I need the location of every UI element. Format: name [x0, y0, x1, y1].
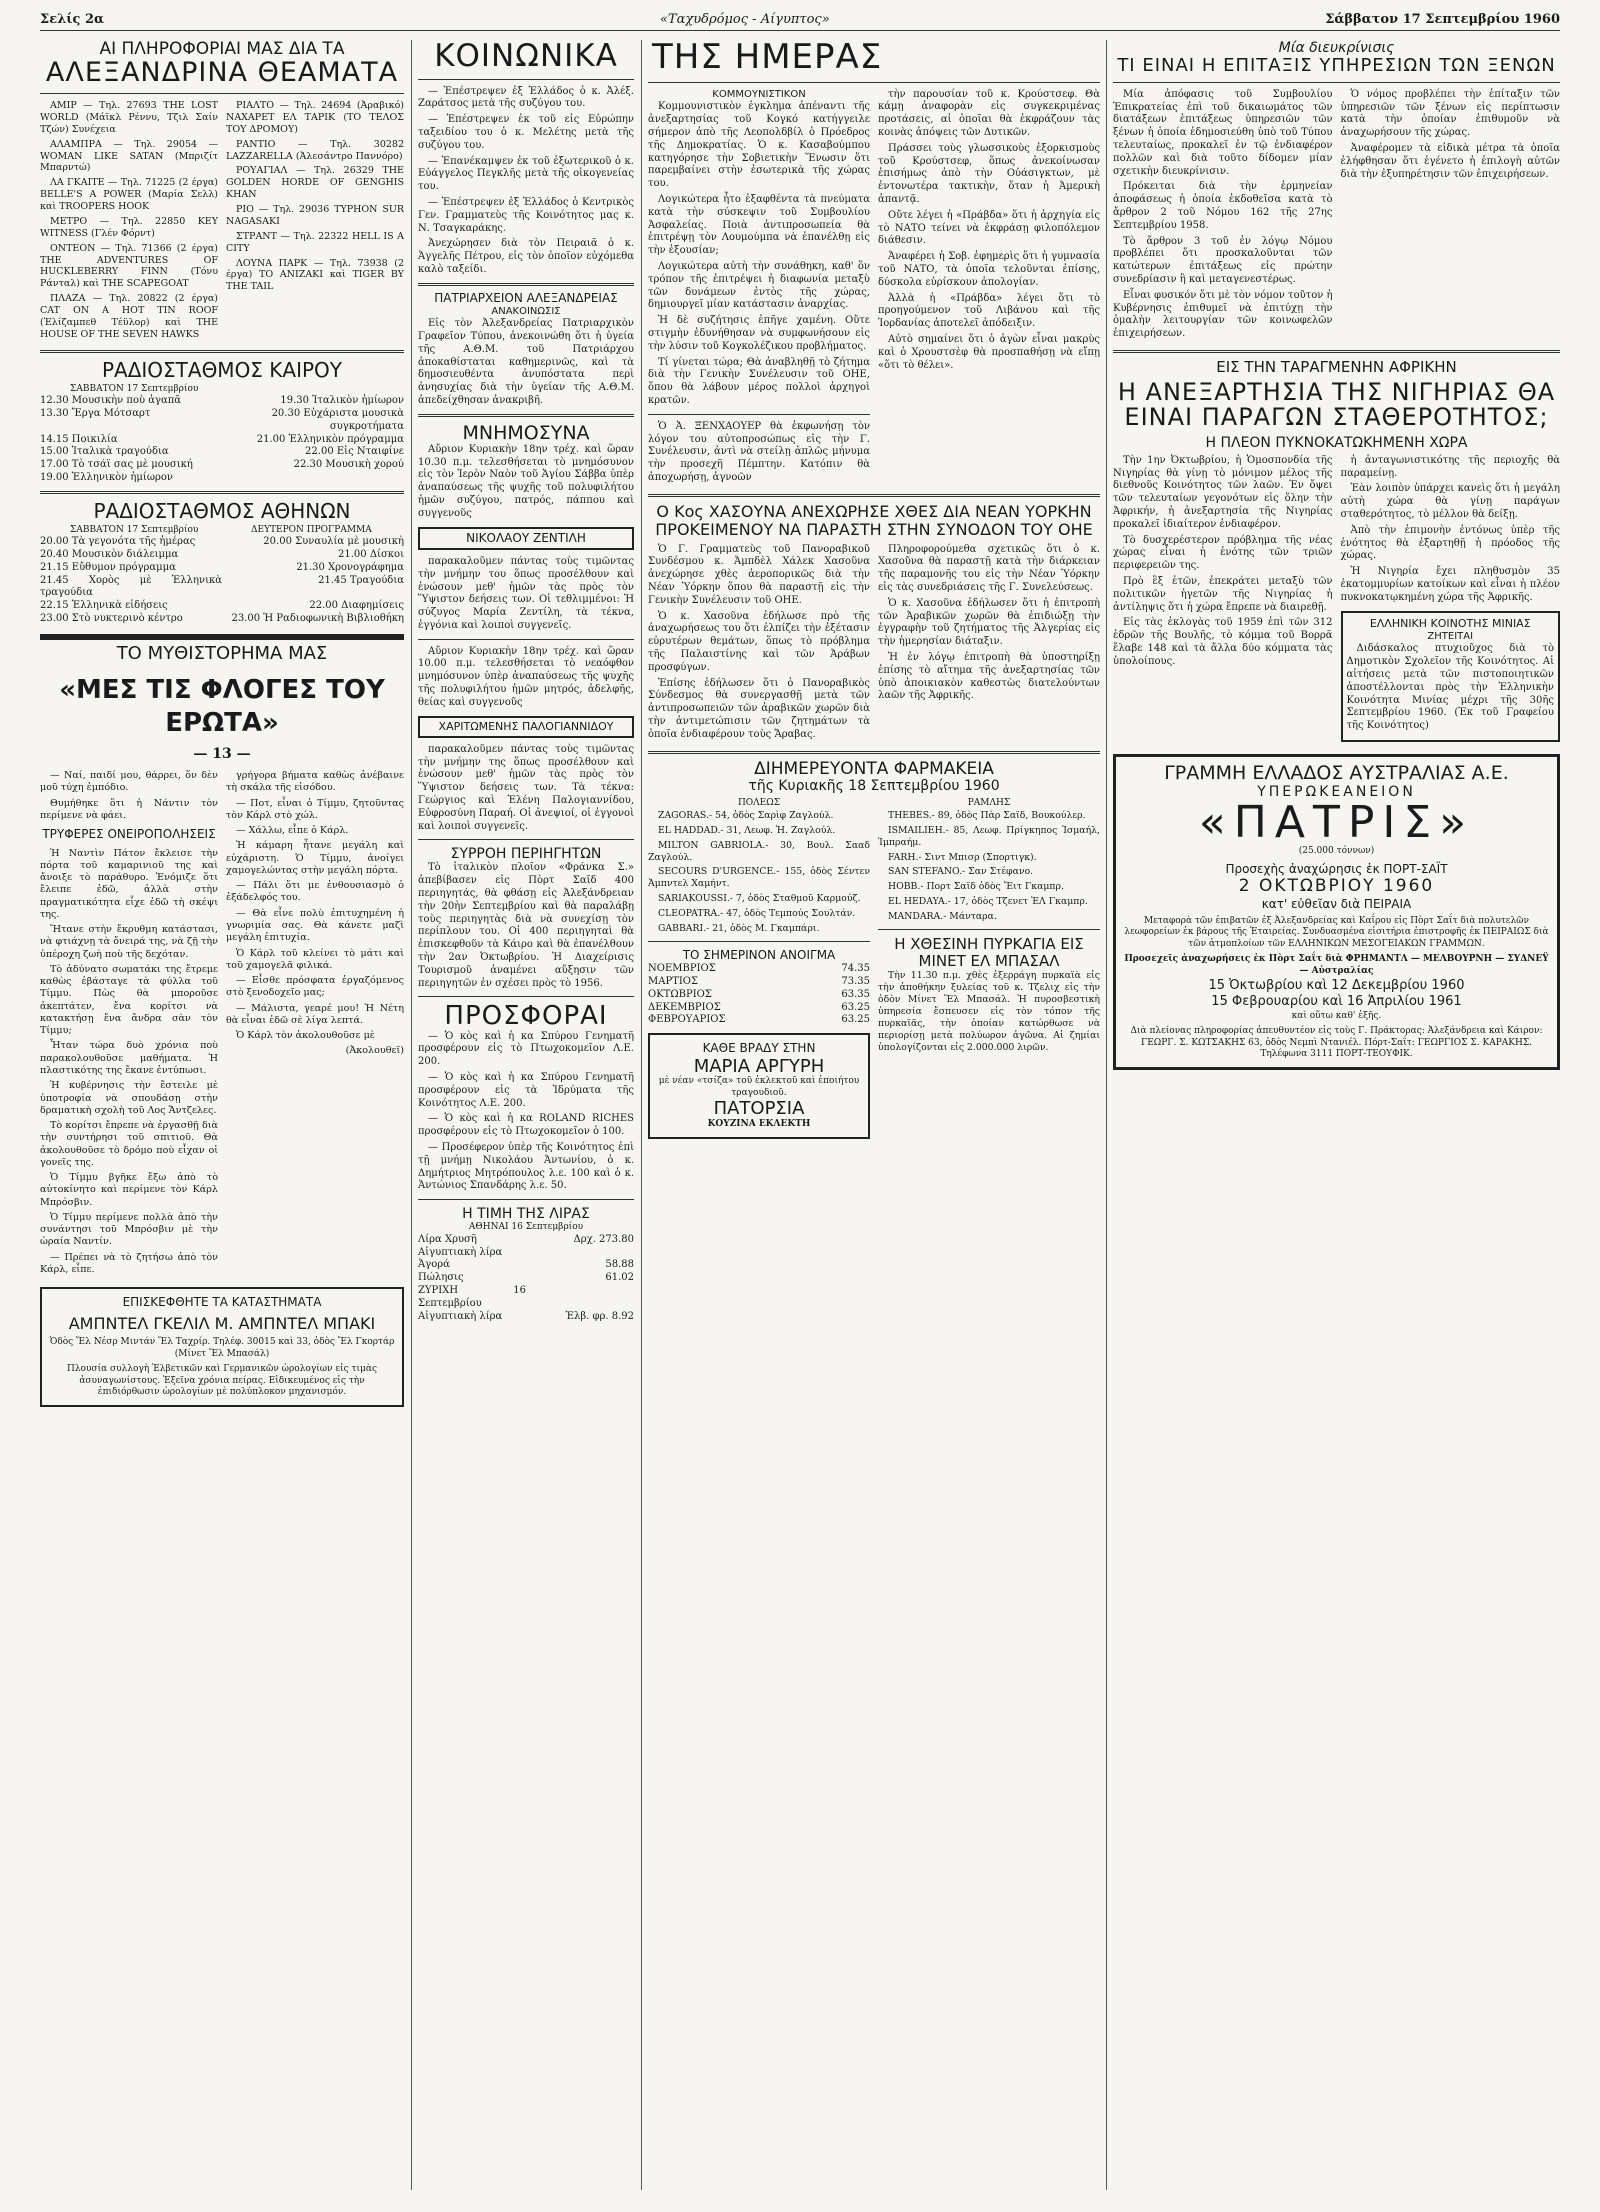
ship-dates [1122, 978, 1551, 1011]
radio-row-cell: 17.00 Τὸ τσάϊ σας μὲ μουσική [40, 459, 193, 471]
radio-row-cell: 22.30 Μουσικὴ χορού [293, 459, 404, 471]
novel-paragraph: Ἡ κυβέρνησις τὴν ἔστειλε μὲ ὑποτροφία νὰ σπουδάσῃ στὴν δραματικὴ σχολὴ τοῦ Λος Ἄντζελες. [40, 1080, 218, 1116]
radio-cairo-schedule [40, 395, 404, 485]
column-3 [648, 40, 1100, 2190]
pound-row-cell: Δρχ. 273.80 [573, 1233, 634, 1245]
cinema-entry: ΛΑ ΓΚΑΙΤΕ — Τηλ. 71225 (2 έργα) BELLE'S A POWER (Μαρία Σελλ) καὶ TROOPERS HOOK [40, 177, 218, 213]
khassouna-text-1 [648, 544, 870, 745]
pharmacy-entry: CLEOPATRA.- 47, ὁδὸς Τεμπούς Σουλτάν. [658, 908, 856, 920]
congo-paragraph: Ἡ δὲ συζήτησις ἐπῆγε χαμένη. Οὔτε στιγμὴν ἐδυνήθησαν νὰ συμφωνήσουν εἰς τὴν λύσιν τοῦ Κογκολέζικου προβλήματος. [648, 315, 870, 352]
pound-row [418, 1247, 634, 1260]
cotton-row-cell: 63.25 [841, 1001, 870, 1013]
today-title: ΤΗΣ ΗΜΕΡΑΣ [652, 40, 883, 77]
note-text-1 [1113, 89, 1333, 344]
issue-date: Σάββατον 17 Σεπτεμβρίου 1960 [1325, 12, 1560, 27]
cotton-row-cell: 74.35 [841, 963, 870, 975]
cotton-row [648, 1002, 870, 1015]
cinema-entry: ΑΜΙΡ — Τηλ. 27693 THE LOST WORLD (Μάϊκλ Ρέννυ, Τζιλ Σαίν Τζών) Συνέχεια [40, 100, 218, 135]
novel-paragraph: Ἡ Ναντὶν Πάτον ἔκλεισε τὴν πόρτα τοῦ καμαρινιοῦ της καὶ ἄνοιξε τὸ παράθυρο. Ἐνόμιζε ὅτι ἔλειπε ἐδῶ, ἀλλὰ στὴν πραγματικότητα εἶχε ἐδῶ τὴ σκέψι της. [40, 847, 218, 920]
novel-paragraph: Ὁ Κάρλ τοῦ κλείνει τὸ μάτι καὶ τοῦ χαμογελᾶ φιλικά. [226, 947, 404, 971]
congo-paragraph: Κομμουνιστικὸν ἐγκλημα ἀπέναντι τῆς ἀνεξαρτησίας τοῦ Κογκό κατήγγειλε σήμερον ἀπὸ τῆς Λεοπολδβίλ ὁ Πρόεδρος τῆς Δημοκρατίας. Ὁ κ. Κασαβούμπου κατηγόρησε τὴν Σοβιετικὴν Ἕνωσιν ὅτι παρεμβαίνει στὴν ἐσωτερικὰ τῆς χώρας του. [648, 101, 870, 190]
ship-date: 2 ΟΚΤΩΒΡΙΟΥ 1960 [1238, 876, 1435, 897]
africa-paragraph: Πρὸ ἓξ ἐτῶν, ἐπεκράτει μεταξὺ τῶν πολιτικῶν ἡγετῶν τῆς Νιγηρίας ἡ ἀντίληψις ὅτι ἡ χώρα ἔπρεπε νὰ διαιρεθῇ. [1113, 575, 1333, 613]
pound-row-cell: Λίρα Χρυσῆ [418, 1233, 477, 1245]
ship-type: ΥΠΕΡΩΚΕΑΝΕΙΟΝ [1257, 783, 1416, 800]
community-text: Διδάσκαλος πτυχιοῦχος διὰ τὸ Δημοτικὸν Σχολεῖον τῆς Κοινότητος. Αἱ αἰτήσεις μετὰ τῶν πιστοποιητικῶν ἀποστέλλονται πρὸς τὴν Ἑλληνικὴν Κοινότητα Μινίας μέχρι τῆς 30ῆς Σεπτεμβρίου 1960. (Ἐκ τοῦ Γραφείου τῆς Κοινότητος) [1346, 643, 1554, 732]
patriarch-heading: ΠΑΤΡΙΑΡΧΕΙΟΝ ΑΛΕΞΑΝΔΡΕΙΑΣ [434, 290, 618, 305]
note-paragraph: Πρόκειται διὰ τὴν ἑρμηνείαν ἀποφάσεως ἡ ὁποία ἐκδοθεῖσα κατὰ τὸ ἄρθρον 2 τοῦ Νόμου 162 τῆς 27ης Σεπτεμβρίου 1958. [1113, 181, 1333, 231]
radio-row-cell: 20.00 Συναυλία μὲ μουσικὴ [263, 536, 404, 548]
cotton-row [648, 989, 870, 1002]
congo-paragraph: Λογικώτερα αὐτὴ τὴν συνάθηκη, καθ' ὃν τρόπον τῆς ἐπιτρέψει ἡ διαφωνία μεταξὺ τῶν δυνάμεων ἐντὸς τῆς χώρας, δημιουργεῖ μίαν κατάστασιν ἀναρχίας. [648, 261, 870, 311]
radio-row-cell: 21.15 Εὔθυμον πρόγραμμα [40, 561, 176, 573]
cotton-row-cell: ΝΟΕΜΒΡΙΟΣ [648, 963, 716, 975]
offer-item: — Ὁ κὸς καὶ ἡ κα ROLAND RICHES προσφέρουν εἰς τὸ Πτωχοκομεῖον ὁ 100. [418, 1113, 634, 1138]
novel-chapter: — 13 — [193, 746, 251, 763]
radio-row-cell: 13.30 Ἔργα Μότσαρτ [40, 407, 151, 419]
tourists-heading: ΣΥΡΡΟΗ ΠΕΡΙΗΓΗΤΩΝ [450, 846, 602, 863]
radio-row [40, 459, 404, 472]
pharmacies-sub: τῆς Κυριακῆς 18 Σεπτεμβρίου 1960 [748, 778, 1000, 795]
radio-athens-day: ΣΑΒΒΑΤΟΝ 17 Σεπτεμβρίου [70, 524, 199, 535]
ship-departure: Προσεχὴς ἀναχώρησις ἐκ ΠΟΡΤ-ΣΑΪΤ [1225, 861, 1448, 876]
radio-row-cell: 22.00 Εἰς Νταιφίνε [305, 446, 404, 458]
ship-text: Μεταφορὰ τῶν ἐπιβατῶν ἐξ Ἀλεξανδρείας καὶ Καΐρου εἰς Πὸρτ Σαΐτ διὰ πολυτελῶν λεωφορείων ἐκ βάρους τῆς Ἑταιρείας. Συνδυασμένα εἰσιτήρια ἐπιστροφῆς ἐκ ΠΕΙΡΑΙΩΣ διὰ τῶν ἀτμοπλοίων τῶν ΕΛΛΗΝΙΚΩΝ ΜΕΣΟΓΕΙΑΚΩΝ ΓΡΑΜΜΩΝ. [1124, 915, 1549, 949]
eisenhower-text: Ὁ Ἀ. ΞΕΝΧΑΟΥΕΡ θὰ ἐκφωνήσῃ τὸν λόγον του αὐτοπροσώπως εἰς τὴν Γ. Συνέλευσιν, ἀντὶ νὰ στείλῃ ἁπλῶς μήνυμα τὴν προσεχῆ Πέμπτην. Κατόπιν θὰ ἀποχωρήσῃ, ἀγνοῶν [648, 420, 870, 483]
pound-row-cell: 61.02 [605, 1272, 634, 1284]
ship-tons: (25.000 τόννων) [1298, 846, 1375, 857]
radio-row [40, 600, 404, 613]
khassouna-paragraph: Ὁ Γ. Γραμματεὺς τοῦ Πανοραβικοῦ Συνδέσμου κ. Ἀμπδὲλ Χάλεκ Χασοῦνα ἀνεχώρησε χθὲς ἀεροπορικῶς διὰ τὴν Νέαν Ὑόρκην ὅπου θὰ παραστῇ εἰς τὴν Γενικὴν Συνέλευσιν τοῦ ΟΗΕ. [648, 543, 870, 606]
note-paragraph: Ὁ νόμος προβλέπει τὴν ἐπίταξιν τῶν ὑπηρεσιῶν τῶν ξένων εἰς περίπτωσιν κατὰ τὴν ὁποίαν ἐπιθυμοῦν νὰ ἀναχωρήσουν τῆς χώρας. [1340, 88, 1560, 139]
africa-title: Η ΑΝΕΞΑΡΤΗΣΙΑ ΤΗΣ ΝΙΓΗΡΙΑΣ ΘΑ ΕΙΝΑΙ ΠΑΡΑΓΩΝ ΣΤΑΘΕΡΟΤΗΤΟΣ; [1117, 378, 1556, 432]
note-paragraph: Εἶναι φυσικόν ὅτι μὲ τὸν νόμον τοῦτον ἡ Κυβέρνησις ἐπιθυμεῖ νὰ ἐπιτύχῃ τὴν ὁμαλὴν λειτουργίαν τῶν κοινωφελῶν ἐπιχειρήσεων. [1113, 289, 1333, 340]
radio-cairo-day: ΣΑΒΒΑΤΟΝ 17 Σεπτεμβρίου [70, 383, 199, 394]
memorial-1-text: παρακαλοῦμεν πάντας τοὺς τιμῶντας τὴν μνήμην του ὅπως προσέλθουν καὶ ἑνώσουν μεθ' ἡμῶν τὰς πρὸς τὸν Ὕψιστον δεήσεις των. Οἱ τεθλιμμένοι: Ἡ σύζυγος Μαρία Ζεντίλη, τὰ τέκνα, ἐγγόνια καὶ λοιποὶ συγγενεῖς. [418, 555, 634, 631]
column-rule [411, 40, 412, 2190]
khassouna-paragraph: Ἐπίσης ἐδήλωσεν ὅτι ὁ Πανοραβικὸς Σύνδεσμος θὰ συνεργασθῇ μετὰ τῶν ἀντιπροσωπειῶν τῶν ἀραβικῶν χωρῶν διὰ τὴν ἀντιμετώπισιν τῶν ζητημάτων τὰ ὁποῖα ἐνδιαφέρουν τοὺς Ἄραβας. [648, 677, 870, 740]
pharmacy-entry: HOBB.- Πορτ Σαϊδ ὁδὸς Ἔιτ Γκαμπρ. [888, 881, 1064, 893]
pharmacies-list [648, 798, 1100, 1144]
info-heading: ΑΙ ΠΛΗΡΟΦΟΡΙΑΙ ΜΑΣ ΔΙΑ ΤΑ [99, 40, 345, 59]
today-paragraph: Ἀλλὰ ἡ «Πράβδα» λέγει ὅτι τὸ προηγούμενον τοῦ Λιβάνου καὶ τῆς Ἰορδανίας ἀποτελεῖ ἀπόδειξιν. [878, 292, 1100, 330]
novel-paragraph: Θυμήθηκε ὅτι ἡ Νάντιν τὸν περίμενε νὰ φάει. [40, 797, 218, 821]
radio-row [40, 434, 404, 447]
cinema-entry: ΡΙΑΛΤΟ — Τηλ. 24694 (Ἀραβικό) ΝΑΧΑΡΕΤ ΕΛ ΤΑΡΙΚ (ΤΟ ΤΕΛΟΣ ΤΟΥ ΔΡΟΜΟΥ) [226, 100, 404, 135]
radio-row-cell: 15.00 Ἰταλικὰ τραγούδια [40, 446, 169, 458]
pound-row [418, 1259, 634, 1272]
radio-athens-schedule [40, 536, 404, 626]
community-notice [1341, 611, 1561, 742]
cotton-row [648, 976, 870, 989]
note-paragraph: Ἀναφέρομεν τὰ εἰδικὰ μέτρα τὰ ὁποῖα ἐλήφθησαν ὅτι ἐγένετο ἡ ἐπιλογὴ αὐτῶν διὰ τὴν ἐξυπηρέτησιν τῶν ἐπιχειρήσεων. [1340, 143, 1560, 180]
column-rule [641, 40, 642, 2190]
pound-row [418, 1234, 634, 1247]
cinema-entry: ΛΟΥΝΑ ΠΑΡΚ — Τηλ. 73938 (2 έργα) TO ANIZAKI καὶ TIGER BY THE TAIL [226, 257, 404, 293]
memorial-2-text: παρακαλοῦμεν πάντας τοὺς τιμῶντας τὴν μνήμην της ὅπως προσέλθουν καὶ ἑνώσουν μεθ' ἡμῶν τὰς πρὸς τὸν Ὕψιστον δεήσεις των. Τὰ τέκνα: Γεώργιος καὶ Ἑλένη Παλογιαννίδου, Εὐφροσύνη Παραή. Οἱ ἀνεψιοί, οἱ ἐγγονοὶ καὶ λοιποὶ συγγενεῖς. [418, 743, 634, 832]
pound-row-cell: Ἐλβ. φρ. 8.92 [565, 1310, 634, 1322]
ship-line: ΓΡΑΜΜΗ ΕΛΛΑΔΟΣ ΑΥΣΤΡΑΛΙΑΣ Α.Ε. [1164, 761, 1509, 784]
radio-row-cell: 21.30 Χρονογράφημα [296, 561, 404, 573]
radio-row-cell: 12.30 Μουσικὴν ποὺ ἀγαπᾶ [40, 395, 182, 407]
today-paragraph: Οὔτε λέγει ἡ «Πράβδα» ὅτι ἡ ἀρχηγία εἰς τὸ ΝΑΤΟ τείνει νὰ ἐκφράσῃ φιλοπόλεμον διάθεσιν. [878, 209, 1100, 247]
radio-row-cell: 22.15 Ἑλληνικὰ εἰδήσεις [40, 600, 168, 612]
patriarch-text: Εἰς τὸν Ἀλεξανδρείας Πατριαρχικὸν Γραφεῖον Τύπου, ἀνεκοινώθη ὅτι ἡ ὑγεία τῆς Α.Θ.Μ. τοῦ Πατριάρχου ἀποκαθίσταται καθημερινῶς, καὶ τὰ δημοσιευθέντα ἀνυπόστατα περὶ ἀνησυχίας διὰ τὴν ὑγείαν τῆς Α.Θ.Μ. ἀπεδείχθησαν ἀνακριβῆ. [418, 318, 634, 407]
shop-text: Πλουσία συλλογὴ Ἐλβετικῶν καὶ Γερμανικῶν ὡρολογίων εἰς τιμὰς ἀσυναγωνίστους. Ἐξεῖνα χρόνια πείρας. Εἰδικευμένος εἰς τὴν ἐπιδιόρθωσιν ὡρολογίων μὲ πολύπλοκον μηχανισμόν. [66, 1364, 377, 1398]
radio-row [40, 536, 404, 549]
radio-athens-second: ΔΕΥΤΕΡΟΝ ΠΡΟΓΡΑΜΜΑ [251, 524, 372, 535]
social-notes [418, 86, 634, 277]
novel-paragraph: — Θὰ εἶνε πολὺ ἐπιτυχημένη ἡ γνωριμία σας. Θὰ κάνετε μαζὶ μεγάλη ἐπιτυχία. [226, 907, 404, 944]
radio-row-cell: 19.00 Ἑλληνικὸν ἡμίωρον [40, 471, 173, 483]
pharmacy-entry: THEBES.- 89, ὁδὸς Πὰρ Σαϊδ, Βουκούλερ. [888, 809, 1086, 821]
cinema-entry: ΡΑΝΤΙΟ — Τηλ. 30282 LAZZARELLA (Ἀλεσάντρο Παννόρο) [226, 138, 404, 162]
note-title: ΤΙ ΕΙΝΑΙ Η ΕΠΙΤΑΞΙΣ ΥΠΗΡΕΣΙΩΝ ΤΩΝ ΞΕΝΩΝ [1117, 55, 1556, 77]
column-1 [40, 40, 404, 2190]
cinema-listings [40, 100, 404, 344]
radio-row [40, 613, 404, 626]
novel-subtitle: ΤΡΥΦΕΡΕΣ ΟΝΕΙΡΟΠΟΛΗΣΕΙΣ [42, 827, 216, 842]
patriarch-sub: ΑΝΑΚΟΙΝΩΣΙΣ [491, 305, 561, 317]
cotton-row-cell: ΟΚΤΩΒΡΙΟΣ [648, 988, 712, 1000]
pharmacy-entry: GABBARI.- 21, ὁδὸς Μ. Γκαμπάρι. [658, 922, 820, 934]
pharm-left-head: ΠΟΛΕΩΣ [737, 798, 781, 809]
pound-row-cell: ΖΥΡΙΧΗ 16 Σεπτεμβρίου [418, 1285, 526, 1309]
novel-paragraph: — Πρέπει νὰ τὸ ζητήσω ἀπὸ τὸν Κάρλ, εἶπε. [40, 1251, 218, 1275]
ad-place: ΠΑΤΟΡΣΙΑ [713, 1098, 805, 1120]
africa-text-2 [1341, 455, 1561, 605]
radio-row-cell: 23.00 Ἡ Ραδιοφωνικὴ Βιβλιοθήκη [231, 613, 404, 625]
offer-item: — Προσέφερον ὑπὲρ τῆς Κοινότητος ἐπὶ τῇ μνήμῃ Νικολάου Ἀντωνίου, ὁ κ. Δημήτριος Μητρόπουλος λ.ε. 100 καὶ ὁ κ. Ἀντώνιος Σπανδάρης λ.ε. 50. [418, 1142, 634, 1192]
africa-body [1113, 455, 1560, 748]
novel-paragraph: Τὸ κορίτσι ἔπρεπε νὰ ἐργασθῇ διὰ τὴν συντήρησι τοῦ σπιτιοῦ. Θὰ ἀκολουθοῦσε τὸ δρόμο ποὺ εἶχαν οἱ γονεῖς της. [40, 1120, 218, 1168]
cotton-row-cell: ΦΕΒΡΟΥΑΡΙΟΣ [648, 1014, 726, 1026]
pharm-right [878, 810, 1100, 923]
africa-paragraph: ἡ ἀνταγωνιστικότης τῆς περιοχῆς θὰ παραμείνῃ. [1340, 454, 1560, 479]
novel-continues: (Ἀκολουθεῖ) [345, 1045, 404, 1057]
novel-paragraph: Ἡ κάμαρη ἦτανε μεγάλη καὶ εὐχάριστη. Ὁ Τίμμυ, ἀνοίγει χαμογελώντας στὴν μεγάλη πόρτα. [226, 840, 404, 876]
khassouna-paragraph: Ἡ ἐν λόγῳ ἐπιτροπὴ θὰ ὑποστηρίξῃ ἐπίσης τὸ αἴτημα τῆς ἀνεξαρτησίας τῶν ὑπὸ ἀποικιακὸν καθεστὼς διατελούντων λαῶν τῆς Ἀφρικῆς. [878, 651, 1100, 702]
pharmacy-entry: MILTON GABRIOLA.- 30, Βουλ. Σααδ Ζαγλούλ. [648, 839, 870, 863]
radio-row-cell: 23.00 Στὸ νυκτερινὸ κέντρο [40, 613, 183, 625]
cotton-row-cell: 73.35 [841, 976, 870, 987]
note-paragraph: Μία ἀπόφασις τοῦ Συμβουλίου Ἐπικρατείας ἐπὶ τοῦ δικαιωμάτος τῶν διατάξεων ἐπιτάξεως ὑπηρεσιῶν τῶν ξένων ἡ ὁποία ἐδημοσιεύθη ὑπὸ τοῦ Τύπου τελευταίως, προκαλεῖ ἐν τῷ ἐνδιαφέρον πολλῶν καὶ διὰ τοῦτο δίδομεν μίαν σχετικὴν διευκρίνισιν. [1113, 88, 1333, 177]
pound-row [418, 1311, 634, 1324]
radio-row-cell: 20.00 Τὰ γεγονότα τῆς ἡμέρας [40, 536, 196, 548]
ship-destination: κατ' εὐθεῖαν διὰ ΠΕΙΡΑΙΑ [1261, 896, 1412, 911]
shop-address: Ὁδὸς Ἔλ Νέσρ Μιντάν Ἔλ Ταχρίρ. Τηλέφ. 30015 καὶ 33, ὁδὸς Ἔλ Γκορτάρ (Μίνετ Ἔλ Μπασάλ) [49, 1337, 395, 1359]
pharmacy-entry: SECOURS D'URGENCE.- 155, ὁδὸς Σέντεν Ἀμπντελ Χαμήντ. [648, 866, 870, 890]
africa-label: ΕΙΣ ΤΗΝ ΤΑΡΑΓΜΕΝΗΝ ΑΦΡΙΚΗΝ [1216, 358, 1457, 377]
africa-paragraph: Τὴν 1ην Ὀκτωβρίου, ἡ Ὁμοσπονδία τῆς Νιγηρίας θὰ γίνῃ τὸ μόνιμον μέλος τῆς διεθνοῦς Κοινότητος τῶν λαῶν. Ἐν ὄψει τῶν τελευταίων γεγονότων εἰς ὅλην τὴν Ἀφρικήν, ἡ ἀνεξαρτησία τῆς Νιγηρίας προκαλεῖ ἰδιαίτερον ἐνδιαφέρον. [1113, 454, 1333, 530]
radio-row-cell: 21.45 Χορὸς μὲ Ἑλληνικὰ τραγούδια [40, 574, 222, 599]
today-paragraph: Ἀναφέρει ἡ Σοβ. ἐφημερὶς ὅτι ἡ γυμνασία τοῦ ΝΑΤΟ, τὰ ὁποῖα τελοῦνται ἐπίσης, δύσκολα εὑρίσκουν ἀπολογίαν. [878, 251, 1100, 288]
ship-next: Προσεχεῖς ἀναχωρήσεις ἐκ Πὸρτ Σαΐτ διὰ ΦΡΗΜΑΝΤΛ — ΜΕΛΒΟΥΡΝΗ — ΣΥΔΝΕΫ — Αὐστραλίας [1124, 954, 1549, 976]
ad-foot: ΚΟΥΖΙΝΑ ΕΚΛΕΚΤΗ [707, 1119, 811, 1130]
pharm-right-head: ΡΑΜΛΗΣ [967, 798, 1011, 809]
pound-row-cell: Ἀγορά [418, 1259, 450, 1271]
paper-name: «Ταχυδρόμος - Αίγυπτος» [660, 12, 830, 27]
ad-head: ΚΑΘΕ ΒΡΑΔΥ ΣΤΗΝ [702, 1041, 816, 1056]
shop-advert [40, 1287, 404, 1406]
pound-row-cell: Πώλησις [418, 1272, 464, 1284]
radio-row [40, 562, 404, 575]
novel-paragraph: Ὁ Τίμμυ περίμενε πολλὰ ἀπὸ τὴν συνάντησι τοῦ Μπρόσβιν μὲ τὴν ὡραία Ναντίν. [40, 1211, 218, 1248]
social-note: — Ἐπέστρεψεν ἐξ Ἑλλάδος ὁ Κεντρικὸς Γεν. Γραμματεὺς τῆς Κοινότητος μας κ. Ν. Τσαγκαράκης. [418, 196, 634, 234]
pharmacy-entry: FARH.- Σιντ Μπισρ (Σπορτιγκ). [888, 851, 1037, 863]
khassouna-paragraph: Ὁ κ. Χασοῦνα ἐδήλωσεν ὅτι ἡ ἐπιτροπὴ τῶν Ἀραβικῶν χωρῶν θὰ ἐπιδιώξῃ τὴν ἐγγραφὴν τοῦ ζητήματος τῆς Ἀλγερίας εἰς τὴν ἡμερησίαν διάταξιν. [878, 597, 1100, 648]
khassouna-paragraph: Πληροφορούμεθα σχετικῶς ὅτι ὁ κ. Χασοῦνα θὰ παραστῇ κατὰ τὴν διάρκειαν τῆς παραμονῆς του εἰς τὴν Νέαν Ὑόρκην εἰς τὰς συνεδριάσεις τῆς Γ. Συνελεύσεως. [878, 543, 1100, 593]
novel-paragraph: — Ποτ, εἶναι ὁ Τίμμυ, ζητοῦντας τὸν Κάρλ στὸ χώλ. [226, 797, 404, 821]
fire-heading: Η ΧΘΕΣΙΝΗ ΠΥΡΚΑΓΙΑ ΕΙΣ ΜΙΝΕΤ ΕΛ ΜΠΑΣΑΛ [894, 934, 1084, 971]
memorial-1: Αὔριον Κυριακὴν 18ην τρέχ. καὶ ὥραν 10.30 π.μ. τελεσθήσεται τὸ μνημόσυνον εἰς τὸν Ἱερὸν Ναὸν τοῦ Ἁγίου Σάββα ὑπὲρ ἀναπαύσεως τῆς ψυχῆς τοῦ πολυφιλήτου ἡμῶν συζύγου, πατρός, πάππου καὶ συγγενοῦς [418, 443, 634, 519]
cotton-row [648, 1014, 870, 1027]
note-body [1113, 89, 1560, 344]
pharmacy-entry: EL HEDAYA.- 17, ὁδὸς Τζενετ ἘΛ Γκαμπρ. [888, 896, 1088, 908]
shipping-ad [1113, 754, 1560, 1070]
congo-heading: ΚΟΜΜΟΥΝΙΣΤΙΚΟΝ [712, 88, 806, 100]
ship-each: καὶ οὕτω καθ' ἑξῆς. [1291, 1010, 1382, 1021]
ship-date-line: 15 Φεβρουαρίου καὶ 16 Ἀπριλίου 1961 [1211, 994, 1462, 1010]
novel-body [40, 770, 404, 1279]
memorial-2: Αὔριον Κυριακὴν 18ην τρέχ. καὶ ὥραν 10.00 π.μ. τελεσθήσεται τὸ νεαόφθον μνημόσυνον ὑπὲρ ἀναπαύσεως τῆς ψυχῆς τῆς πολυφιλήτου ἡμῶν μητρός, ἀδελφῆς, θείας καὶ συγγενοῦς [418, 645, 634, 708]
pharmacy-entry: EL HADDAD.- 31, Λεωφ. Ἡ. Ζαγλούλ. [658, 824, 836, 836]
pound-row [418, 1272, 634, 1285]
ad-text: μὲ νέαν «τσίζα» τοῦ ἐκλεκτοῦ καὶ ἐποιήτου τραγουδιοῦ. [658, 1076, 860, 1098]
pharmacies-heading: ΔΙΗΜΕΡΕΥΟΝΤΑ ΦΑΡΜΑΚΕΙΑ [754, 758, 994, 779]
congo-text [648, 101, 870, 407]
radio-row-cell: 20.30 Εὐχάριστα μουσικὰ συγκροτήματα [271, 407, 404, 432]
novel-paragraph: Ἦταν τώρα δυὸ χρόνια ποὺ παρακολουθοῦσε μαθήματα. Ἡ πλαστικότης της ἔκανε ἐντύπωσι. [40, 1040, 218, 1077]
cinema-entry: ΠΛΑΖΑ — Τηλ. 20822 (2 έργα) CAT ON A HOT TIN ROOF (Ἐλίζαμπεθ Τέϋλορ) καὶ THE HOUSE OF THE SEVEN HAWKS [40, 293, 218, 340]
africa-paragraph: Ἀπὸ τὴν ἐπιμονὴν ἐντόνως ὑπὲρ τῆς ἑνότητος θὰ ἐξαρτηθῇ ἡ πρόοδος τῆς χώρας. [1340, 524, 1560, 562]
offers-heading: ΠΡΟΣΦΟΡΑΙ [444, 1001, 608, 1032]
khassouna-text-2 [878, 544, 1100, 745]
shop-name: ΑΜΠΝΤΕΛ ΓΚΕΛΙΛ Μ. ΑΜΠΝΤΕΛ ΜΠΑΚΙ [68, 1313, 376, 1333]
cotton-row-cell: 63.35 [841, 988, 870, 1000]
today-paragraph: Πράσσει τοὺς γλωσσικοὺς ἐξορκισμοὺς τοῦ Κρούστσεφ, ὅπως ἀνεκοίνωσαν ἐπισήμως ἀπὸ τὴν Οὐάσιγκτων, μὲ ἐντονωτέρα τακτικὴν, ὅταν ἡ Ἀμερικὴ ἀπαντᾷ. [878, 142, 1100, 206]
novel-paragraph: — Πάλι ὅτι με ἐνθουσιασμὸ ὁ ἐξάδελφός του. [226, 880, 404, 904]
radio-cairo-title: ΡΑΔΙΟΣΤΑΘΜΟΣ ΚΑΙΡΟΥ [101, 357, 343, 382]
cinema-entry: ΡΙΟ — Τηλ. 29036 TYPHON SUR NAGASAKI [226, 204, 404, 227]
novel-paragraph: γρήγορα βήματα καθὼς ἀνέβαινε τὴ σκάλα τῆς εἰσόδου. [226, 770, 404, 794]
community-sub: ΖΗΤΕΙΤΑΙ [1427, 630, 1474, 642]
radio-row-cell [222, 472, 404, 485]
cinema-entry: ΜΕΤΡΟ — Τηλ. 22850 KEY WITNESS (Γλέν Φόρντ) [40, 215, 218, 239]
memorial-1-name: ΝΙΚΟΛΑΟΥ ΖΕΝΤΙΛΗ [418, 527, 634, 550]
novel-paragraph: — Χάλλω, εἶπε ὁ Κάρλ. [236, 825, 349, 837]
divider [40, 634, 404, 640]
radio-row-cell: 21.45 Τραγούδια [318, 574, 404, 586]
africa-text-1 [1113, 455, 1333, 748]
pharmacy-entry: ISMAILIEH.- 85, Λεωφ. Πρίγκηπος Ἰσμαήλ, Ἰμπραήμ. [878, 824, 1100, 848]
cinema-entry: ΣΤΡΑΝΤ — Τηλ. 22322 HELL IS A CITY [226, 230, 404, 254]
radio-row-cell: 21.00 Δίσκοι [338, 549, 404, 561]
column-2 [418, 40, 634, 2190]
radio-row [40, 395, 404, 408]
fire-text: Τὴν 11.30 π.μ. χθὲς ἐξερράγη πυρκαϊὰ εἰς τὴν ἀποθήκην ξυλείας τοῦ κ. Τζελιχ εἰς τὴν ὁδὸν Μίνετ Ἔλ Μπασάλ. Ἡ πυροσβεστικὴ ὑπηρεσία ἔσπευσεν εἰς τὸν τόπον τῆς πυρκαϊᾶς, τὴν ὁποίαν κατώρθωσε νὰ περιορίσῃ μετὰ πολύωρον ἀγῶνα. Αἱ ζημίαι ὑπολογίζονται εἰς 2.000.000 λιρῶν. [878, 970, 1100, 1053]
memorial-2-name: ΧΑΡΙΤΩΜΕΝΗΣ ΠΑΛΟΓΙΑΝΝΙΔΟΥ [418, 716, 634, 738]
cinema-entry: ΡΟΥΑΓΙΑΛ — Τηλ. 26329 THE GOLDEN HORDE OF GENGHIS KHAN [226, 165, 404, 201]
pharm-left [648, 810, 870, 935]
novel-paragraph: Ὁ Κάρλ τὸν ἀκολουθοῦσε μὲ [236, 1030, 375, 1042]
masthead [40, 10, 1560, 31]
pound-row-cell: 58.88 [605, 1259, 634, 1271]
radio-row-cell: 21.00 Ἑλληνικὸν πρόγραμμα [256, 433, 404, 445]
social-note: Ἀνεχώρησεν διὰ τὸν Πειραιᾶ ὁ κ. Ἀγγελῆς Πέτρου, εἰς τὸν ὁποῖον εὐχόμεθα καλὸ ταξείδι. [418, 238, 634, 275]
cotton-prices [648, 963, 870, 1027]
cotton-row [648, 963, 870, 976]
novel-paragraph: — Εἶσθε πρόσφατα ἐργαζόμενος στὸ ξενοδοχεῖο μας; [226, 975, 404, 999]
novel-paragraph: Τὸ ἀδύνατο σωματάκι της ἔτρεμε καθὼς ἐβάσταγε τὰ φύλλα τοῦ Τίμμυ. Πὼς θὰ μποροῦσε ἀκεπτάτεν, ἔνα κορίτσι νὰ κατακτήσῃ ἔνα ἄνδρα σὰν τὸν Τίμμυ; [40, 963, 218, 1037]
novel-paragraph: Ἤτανε στὴν ἔκρυθμη κατάστασι, νὰ φτιάχνῃ τὰ ὄνειρά της, νὰ ζῇ τὴν ὑπέροχη ζωὴ ποὺ τῆς δεχόταν. [40, 924, 218, 960]
pound-rates [418, 1234, 634, 1324]
radio-row [40, 472, 404, 485]
pound-athens: ΑΘΗΝΑΙ 16 Σεπτεμβρίου [468, 1222, 584, 1233]
social-title: ΚΟΙΝΩΝΙΚΑ [434, 40, 618, 74]
today-paragraph: Αὐτὸ σημαίνει ὅτι ὁ ἀγὼν εἶναι μακρὺς καὶ ὁ Χρουστσὲφ θὰ προσπαθήσῃ νὰ εἴπῃ «ὅτι τὸ θέλει». [878, 334, 1100, 371]
social-note: — Ἐπανέκαμψεν ἐκ τοῦ ἐξωτερικοῦ ὁ κ. Εὐάγγελος Πεγκλῆς μετὰ τῆς οἰκογενείας του. [418, 155, 634, 193]
novel-paragraph: — Ναί, παιδί μου, θάρρει, ὅν δὲν μοῦ τύχη ἐμπόδιο. [40, 770, 218, 794]
cinema-entry: ΟΝΤΕΟΝ — Τηλ. 71366 (2 έργα) THE ADVENTURES OF HUCKLEBERRY FINN (Τόνυ Ράνταλ) καὶ THE SCAPEGOAT [40, 242, 218, 290]
today-paragraph: τὴν παρουσίαν τοῦ κ. Κρούστσεφ. Θὰ κάμῃ ἀναφορὰν εἰς συγκεκριμένας προτάσεις, αἱ ὁποῖαι θὰ ἐκφράζουν τὰς κοινὰς ἀπόψεις τῶν Δυτικῶν. [878, 88, 1100, 139]
africa-paragraph: Ἡ Νιγηρία ἔχει πληθυσμὸν 35 ἑκατομμυρίων κατοίκων καὶ εἶναι ἡ πλέον πυκνοκατῳκημένη χώρα τῆς Ἀφρικῆς. [1340, 566, 1560, 603]
social-note: — Ἐπέστρεψεν ἐξ Ἑλλάδος ὁ κ. Ἀλέξ. Ζαράτσος μετὰ τῆς συζύγου του. [418, 85, 634, 110]
cotton-row-cell: ΔΕΚΕΜΒΡΙΟΣ [648, 1001, 721, 1013]
radio-row [40, 408, 404, 434]
pharmacy-entry: ZAGORAS.- 54, ὁδὸς Σαρὶφ Ζαγλούλ. [658, 809, 834, 821]
radio-row [40, 446, 404, 459]
africa-paragraph: Ἐὰν λοιπὸν ὑπάρχει κανεὶς ὅτι ἡ μεγάλη αὐτὴ χώρα θὰ γίνῃ παράγων σταθερότητος, τὸ μέλλον θὰ δείξῃ. [1340, 483, 1560, 520]
pound-row-cell [526, 1285, 634, 1311]
offers-list [418, 1031, 634, 1194]
offer-item: — Ὁ κὸς καὶ ἡ κα Σπύρου Γενηματῆ προσφέρουν εἰς τὸ Πτωχοκομεῖον Λ.Ε. 200. [418, 1030, 634, 1068]
cotton-row-cell: 63.25 [841, 1014, 870, 1026]
congo-paragraph: Λογικώτερα ἦτο ἐξαφθέντα τὰ πνεύματα κατὰ τὴν σύσκεψιν τοῦ Συμβουλίου Ἀσφαλείας. Ποιὰ ἀντιπροσωπεία θὰ ἐπιτρέψῃ τὸν Λουμούμπα νὰ ἐπανέλθῃ εἰς τὴν ἐξουσίαν; [648, 194, 870, 257]
radio-row-cell: 20.40 Μουσικὸν διάλειμμα [40, 549, 179, 561]
column-rule [1106, 40, 1107, 2190]
tourists-text: Τὸ ἰταλικὸν πλοῖον «Φράνκα Σ.» ἀπεβίβασεν εἰς Πὸρτ Σαῖδ 400 περιηγητάς, θὰ φθάσῃ εἰς Ἀλεξάνδρειαν τὴν 20ὴν Σεπτεμβρίου καὶ θὰ παραλάβῃ τοὺς περιηγητὰς διὰ νὰ συνεχίσῃ τὸν περίπλουν του. Οἱ 400 περιηγηταὶ θὰ ἐπισκεφθοῦν τὰ Κάιρο καὶ θὰ ἐπανέλθουν τὴν 2αν Ὀκτωβρίου. Ἡ Διαχείρισις Τουρισμοῦ ἀναμένει αὔξησιν τῶν περιηγητῶν ἐν σχέσει πρὸς τὸ 1956. [418, 862, 634, 989]
pharmacy-entry: MANDARA.- Μάνταρα. [888, 911, 997, 923]
cinema-list-left [40, 100, 218, 344]
column-4 [1113, 40, 1560, 2190]
pound-row [418, 1285, 634, 1311]
note-paragraph: Τὸ ἄρθρον 3 τοῦ ἐν λόγῳ Νόμου προβλέπει ὅτι προσκαλοῦνται τῶν κατώτερων ἐπιτάξεως εἰς πρώτην συνεδρίασιν ἢ καὶ μεταγενεστέρως. [1113, 235, 1333, 286]
khassouna-paragraph: Ὁ κ. Χασοῦνα ἐδήλωσε πρὸ τῆς ἀναχωρήσεως του ὅτι ἐλπίζει τὴν ἐξέτασιν εὐρυτέρων θεμάτων, ὅπως τὸ πρόβλημα τῆς Παλαιστίνης καὶ τῶν Ἀράβων προσφύγων. [648, 610, 870, 673]
offer-item: — Ὁ κὸς καὶ ἡ κα Σπύρου Γενηματῆ προσφέρουν εἰς τὰ Ἱδρύματα τῆς Κοινότητος Λ.Ε. 200. [418, 1072, 634, 1109]
note-text-2 [1341, 89, 1561, 344]
page-number: Σελίς 2α [40, 12, 104, 27]
novel-label: ΤΟ ΜΥΘΙΣΤΟΡΗΜΑ ΜΑΣ [116, 642, 328, 664]
ad-name: ΜΑΡΙΑ ΑΡΓΥΡΗ [693, 1055, 825, 1077]
theatres-title: ΑΛΕΞΑΝΔΡΙΝΑ ΘΕΑΜΑΤΑ [45, 56, 399, 88]
pound-heading: Η ΤΙΜΗ ΤΗΣ ΛΙΡΑΣ [462, 1206, 590, 1223]
radio-row [40, 549, 404, 562]
novel-text-1 [40, 770, 218, 822]
africa-sub: Η ΠΛΕΟΝ ΠΥΚΝΟΚΑΤΩΚΗΜΕΝΗ ΧΩΡΑ [1205, 434, 1468, 451]
novel-paragraph: Ὁ Τίμμυ βγῆκε ἔξω ἀπὸ τὸ αὐτοκίνητο καὶ περίμενε τὸν Κάρλ Μπρόσβιν. [40, 1172, 218, 1208]
pound-row-cell [526, 1247, 634, 1260]
africa-paragraph: Εἰς τὰς ἐκλογὰς τοῦ 1959 ἐπὶ τῶν 312 ἑδρῶν τῆς Βουλῆς, τὸ κόμμα τοῦ Βορρᾶ ἔλαβε 148 καὶ τὰ ἄλλα δύο κόμματα τὰς ὑπολοίπους. [1113, 617, 1333, 667]
cotton-row-cell: ΜΑΡΤΙΟΣ [648, 976, 699, 987]
khassouna-body [648, 544, 1100, 745]
cinema-entry: ΑΛΑΜΠΡΑ — Τηλ. 29054 — WOMAN LIKE SATAN (Μπριζίτ Μπαρντώ) [40, 138, 218, 174]
memorial-heading: ΜΝΗΜΟΣΥΝΑ [462, 421, 590, 444]
pound-row-cell: Αἰγυπτιακὴ λίρα [418, 1310, 503, 1322]
note-heading: Μία διευκρίνισις [1278, 40, 1395, 56]
cinema-list-right [226, 100, 404, 344]
today-right-text [878, 89, 1100, 488]
congo-paragraph: Τί γίνεται τώρα; Θὰ ἀναβληθῇ τὸ ζήτημα διὰ τὴν Γενικὴν Συνέλευσιν τοῦ ΟΗΕ, ὅπου θὰ λάβουν μέρος πολλοὶ ἀρχηγοὶ κρατῶν. [648, 356, 870, 407]
novel-text-3 [226, 770, 404, 1042]
khassouna-heading: Ο Κος ΧΑΣΟΥΝΑ ΑΝΕΧΩΡΗΣΕ ΧΘΕΣ ΔΙΑ ΝΕΑΝ ΥΟΡΚΗΝ ΠΡΟΚΕΙΜΕΝΟΥ ΝΑ ΠΑΡΑΣΤΗ ΣΤΗΝ ΣΥΝΟΔΟΝ ΤΟΥ ΟΗΕ [655, 501, 1093, 540]
radio-row-cell: 22.00 Διαφημίσεις [309, 600, 404, 612]
pharmacy-entry: SARIAKOUSSI.- 7, ὁδὸς Σταθμοῦ Καρμούζ. [658, 893, 861, 905]
cotton-heading: ΤΟ ΣΗΜΕΡΙΝΟΝ ΑΝΟΙΓΜΑ [682, 947, 836, 962]
radio-row [40, 575, 404, 601]
restaurant-ad [648, 1033, 870, 1139]
ship-name: «ΠΑΤΡΙΣ» [1198, 796, 1475, 848]
radio-athens-title: ΡΑΔΙΟΣΤΑΘΜΟΣ ΑΘΗΝΩΝ [93, 498, 351, 523]
radio-row-cell: 19.30 Ἰταλικὸν ἡμίωρον [280, 395, 404, 407]
novel-paragraph: — Μάλιστα, γεαρέ μου! Ἡ Νέτη θὰ εἶναι ἐδῶ σὲ λίγα λεπτά. [226, 1002, 404, 1026]
social-note: — Ἐπέστρεψεν ἐκ τοῦ εἰς Εὐρώπην ταξειδίου του ὁ κ. Μελέτης μετὰ τῆς συζύγου του. [418, 114, 634, 151]
community-heading: ΕΛΛΗΝΙΚΗ ΚΟΙΝΟΤΗΣ ΜΙΝΙΑΣ [1369, 616, 1531, 630]
pharmacy-entry: SAN STEFANO.- Σαν Στέφανο. [888, 866, 1034, 878]
today-body [648, 89, 1100, 488]
radio-row-cell: 14.15 Ποικιλία [40, 433, 118, 445]
ship-date-line: 15 Ὀκτωβρίου καὶ 12 Δεκεμβρίου 1960 [1208, 977, 1465, 993]
novel-text-2 [40, 848, 218, 1277]
novel-title: «ΜΕΣ ΤΙΣ ΦΛΟΓΕΣ ΤΟΥ ΕΡΩΤΑ» [59, 674, 385, 738]
ship-agents: Διὰ πλείονας πληροφορίας ἀπευθυντέον εἰς τοὺς Γ. Πράκτορας: Ἀλεξάνδρεια καὶ Κάιρον: ΓΕΩΡΓ. Σ. ΚΩΤΣΑΚΗΣ 63, ὁδὸς Νεμπὶ Ντανιέλ. Πόρτ-Σαΐτ: ΓΕΩΡΓΙΟΣ Σ. ΚΑΡΑΚΗΣ. Τηλέφωνα 3111 ΠΟΡΤ-ΤΕΟΥΦΙΚ. [1130, 1026, 1543, 1060]
shop-visit: ΕΠΙΣΚΕΦΘΗΤΕ ΤΑ ΚΑΤΑΣΤΗΜΑΤΑ [122, 1295, 322, 1310]
africa-paragraph: Τὸ δυσχερέστερον πρόβλημα τῆς νέας χώρας εἶναι ἡ ἑνότης τῶν τριῶν περιφερειῶν της. [1113, 534, 1333, 572]
pound-row-cell: Αἰγυπτιακὴ λίρα [418, 1246, 503, 1258]
